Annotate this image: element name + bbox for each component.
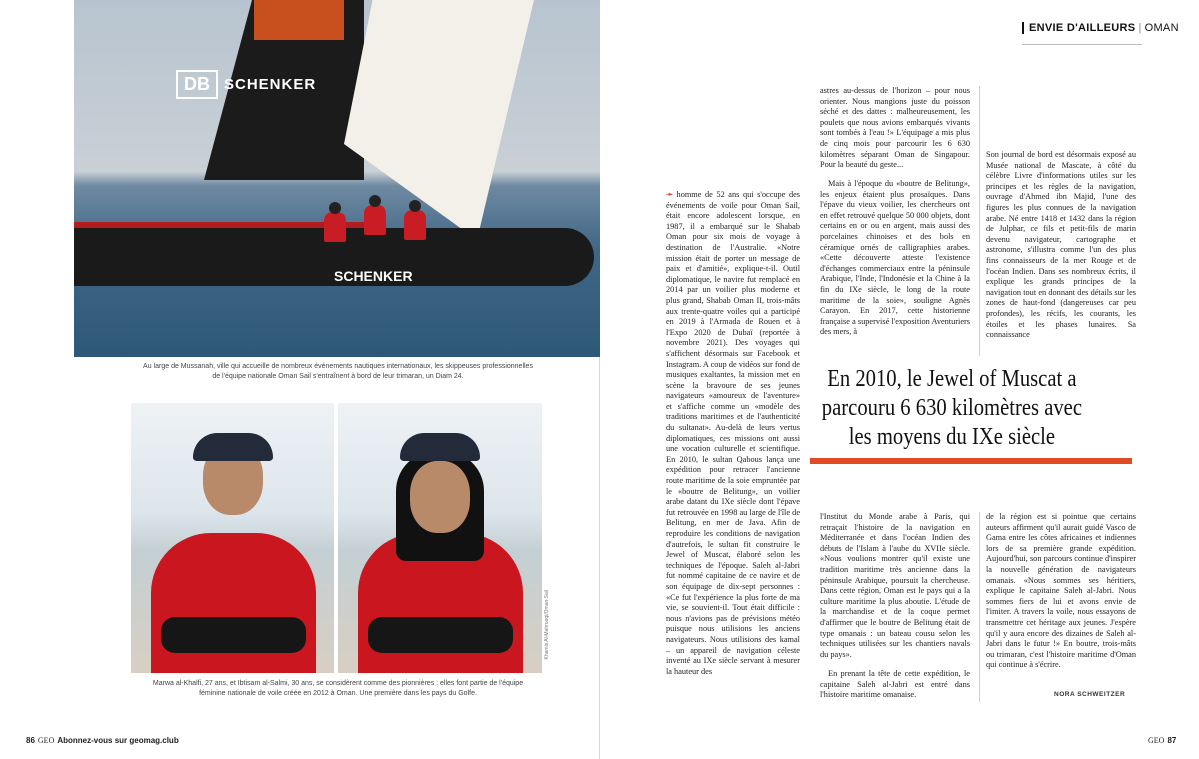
folio-right [1145,736,1176,745]
column-rule [979,86,980,356]
magazine-name: GEO [1148,736,1165,745]
pull-quote-accent-bar [810,458,1132,464]
column-2-text: astres au-dessus de l'horizon – pour nous orienter. Nous mangions juste du poisson séché et des dattes : malheureusement, les poulets que nous avions embarqués vivants sont tombés à l'eau !» L'équipage a mis plus de cinq mois pour parcourir les 6 630 kilomètres séparant Oman de Singapour. Pour la beauté du geste... [820,86,970,170]
page-number-right: 87 [1167,736,1177,745]
folio-left [26,736,179,745]
column-2d-text: En prenant la tête de cette expédition, le capitaine Saleh al-Jabri est entré dans l'histoire maritime omanaise. [820,669,970,700]
crossed-arms [368,617,513,653]
text-column-3-bottom [986,512,1136,688]
magazine-name: GEO [37,736,55,745]
header-separator: | [1138,22,1142,34]
section-header [1022,22,1179,34]
header-underline [1022,44,1142,45]
text-column-3-top [986,150,1136,358]
pull-quote: En 2010, le Jewel of Muscat a parcouru 6 630 kilomètres avec les moyens du IXe siècle [821,366,1083,450]
text-column-1 [666,190,800,730]
sailing-trimaran-photo [74,0,600,357]
crew-member [324,212,346,242]
schenker-sail-logo: SCHENKER [224,76,317,93]
crew-member [404,210,426,240]
main-photo-caption: Au large de Mussanah, ville qui accueille de nombreux événements nautiques internationaux, les skippeuses professionnelles de l'équipe nationale Oman Sail s'entraînent à bord de leur trimaran, un Diam 24. [143,363,533,380]
text-column-2-top [820,86,970,172]
crew-member [364,205,386,235]
column-rule [979,512,980,702]
column-2b-text: Mais à l'époque du «boutre de Belitung», les enjeux étaient plus prosaïques. Dans l'épave du vieux voilier, les chercheurs ont en effet retrouvé quelque 50 000 objets, dont certains en or ou en argent, mais aussi des porcelaines chinoises et des bols en céramique ornés de calligraphies arabes. «Cette découverte atteste l'existence d'échanges commerciaux entre la péninsule Arabique, l'Inde, l'Indonésie et la Chine à la fin du IXe siècle, le long de la route maritime de la soie», souligne Agnès Carayon. En 2017, cette historienne française a supervisé l'exposition Aventuriers des mers, à [820,179,970,337]
section-country: OMAN [1144,22,1179,34]
text-column-2-mid [820,179,970,355]
column-2c-text: l'Institut du Monde arabe à Paris, qui retraçait l'histoire de la navigation en Méditerranée et dans l'océan Indien des débuts de l'Islam à l'aube du XVIIe siècle. «Nous voulions montrer qu'il existe une tradition maritime très ancienne dans la péninsule Arabique, poursuit la chercheuse. Dans cette région, Oman est le pays qui a la culture maritime la plus aboutie. L'étude de la marchandise et de la coque permet d'affirmer que le boutre de Belitung était de type omanais : un bateau cousu selon les techniques utilisées sur les chantiers navals du pays». [820,512,970,659]
db-logo: DB [176,70,218,99]
subscribe-text: Abonnez-vous sur geomag.club [57,736,179,745]
page-number-left: 86 [26,736,35,745]
portrait-ibtisam-photo [338,403,542,673]
orange-sail-panel [254,0,344,40]
author-signature: NORA SCHWEITZER [1054,691,1126,698]
face [410,461,470,533]
text-column-2-end [820,669,970,701]
photo-credit: Khamis Al-Mahrooqi/Oman Sail [544,590,550,660]
portraits-caption: Marwa al-Khalfi, 27 ans, et Ibtisam al-Salmi, 30 ans, se considèrent comme des pionnières : elles font partie de l'équipe féminine nationale de voile créée en 2012 à Oman. Une première dans les pays du Golfe. [152,680,524,697]
portrait-marwa-photo [131,403,334,673]
column-1-text: homme de 52 ans qui s'occupe des événements de voile pour Oman Sail, était encore adolescent lorsque, en 1987, il a embarqué sur le Shabab Oman pour six mois de voyage à destination de l'Australie. «Notre mission était de porter un message de paix et d'amitié», explique-t-il. Outil diplomatique, le navire fut remplacé en 2014 par un voilier plus moderne et plus grand, Shabab Oman II, trois-mâts aux trente-quatre voiles qui a participé en 2019 à l'Armada de Rouen et à l'Expo 2020 de Dubaï (reportée à novembre 2021). Des voyages qui s'affichent désormais sur Facebook et Instagram. A coup de vidéos sur fond de musiques exaltantes, la mission met en scène la bravoure de ses jeunes navigateurs «amoureux de l'aventure» et s'affiche comme un «modèle des traditions maritimes et de l'authenticité du sultanat». Au-delà de leurs vertus diplomatiques, ces missions ont aussi une vocation culturelle et scientifique. En 2010, le sultan Qabous lança une expédition pour retracer l'ancienne route maritime de la soie empruntée par le «boutre de Belitung», un voilier arabe datant du IXe siècle dont l'épave fut retrouvée en 1998 au large de l'île de Belitung, en mer de Java. Afin de reproduire les conditions de navigation d'autrefois, le sultan fit construire le Jewel of Muscat, élaboré selon les techniques de l'époque. Saleh al-Jabri fut nommé capitaine de ce navire et de son équipage de dix-sept personnes : «Ce fut l'expérience la plus forte de ma vie, se souvient-il. Tout était difficile : nous n'avions pas de prévisions météo puisque nous utilisions les anciens navigateurs. Nous utilisions des kamal – un appareil de navigation céleste inventé au IXe siècle servant à mesurer la hauteur des [666,190,800,676]
schenker-hull-logo: SCHENKER [334,268,413,284]
cap [193,433,273,461]
cap [400,433,480,461]
continuation-arrow-icon: ➛ [666,190,677,199]
column-3b-text: de la région est si pointue que certains auteurs affirment qu'il aurait guidé Vasco de Gama entre les côtes africaines et indiennes lors de sa première grande expédition. Aujourd'hui, son parcours continue d'inspirer la nouvelle génération de navigateurs omanais. «Nous sommes ses héritiers, explique le capitaine Saleh al-Jabri. Nous sommes fiers de lui et avons envie de l'imiter. A travers la voile, nous essayons de transmettre cet héritage aux jeunes. J'espère qu'il y aura encore des dizaines de Saleh al-Jabri dans le futur !» En boutre, trois-mâts ou trimaran, c'est l'histoire maritime d'Oman qui continue à s'écrire. [986,512,1136,670]
text-column-2-bottom [820,512,970,664]
section-name: ENVIE D'AILLEURS [1029,22,1136,34]
column-3-text: Son journal de bord est désormais exposé au Musée national de Mascate, à côté du célèbre Livre d'informations utiles sur les principes et les règles de la navigation, ouvrage d'Ahmed ibn Majid, l'une des figures les plus connues de la navigation arabe. Né entre 1418 et 1432 dans la région de Julphar, ce fils et petit-fils de marin devenu navigateur, cartographe et astronome, s'illustra comme l'un des plus fins connaisseurs de la mer Rouge et de l'océan Indien. Dans ses nombreux écrits, il explique les grands principes de la navigation tout en donnant des détails sur les zones de haut-fond (dangereuses car peu profondes), les récifs, les courants, les étoiles et les phases lunaires. Sa connaissance [986,150,1136,340]
crossed-arms [161,617,306,653]
